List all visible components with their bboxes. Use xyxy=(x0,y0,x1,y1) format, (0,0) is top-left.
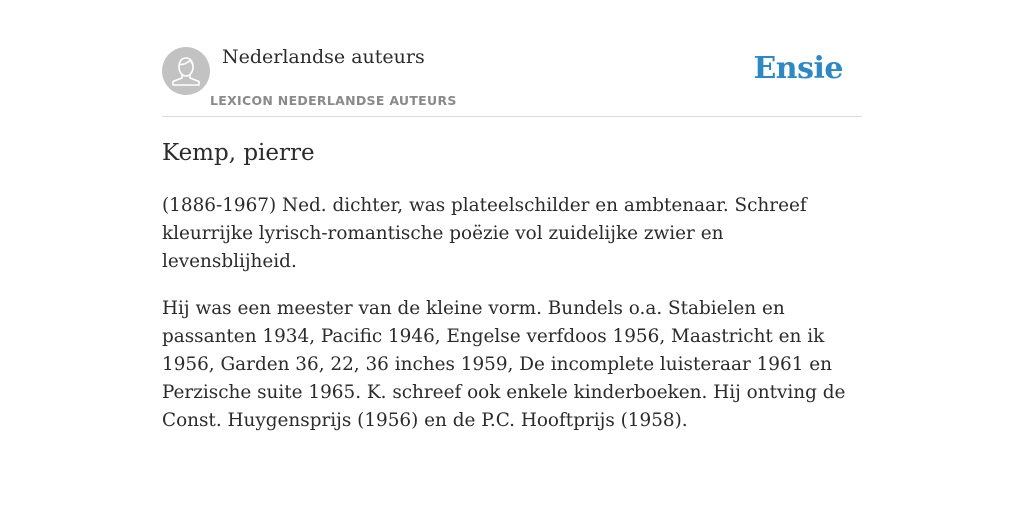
user-icon xyxy=(162,47,210,95)
brand-logo-link[interactable]: Ensie xyxy=(753,51,843,86)
source-name[interactable]: Nederlandse auteurs xyxy=(222,46,425,68)
entry-card xyxy=(162,0,862,431)
entry-title: Kemp, pierre xyxy=(162,140,315,166)
source-header xyxy=(162,0,862,117)
entry-paragraph: (1886-1967) Ned. dichter, was plateelschilder en ambtenaar. Schreef kleurrijke lyrisch-romantische poëzie vol zuidelijke zwier en levensblijheid. xyxy=(162,195,807,272)
entry-paragraph: Hij was een meester van de kleine vorm. Bundels o.a. Stabielen en passanten 1934, Pacific 1946, Engelse verfdoos 1956, Maastricht en ik 1956, Garden 36, 22, 36 inches 1959, De incomplete luisteraar 1961 en Perzische suite 1965. K. schreef ook enkele kinderboeken. Hij ontving de Const. Huygensprijs (1956) en de P.C. Hooftprijs (1958). xyxy=(162,298,846,431)
source-subtitle: LEXICON NEDERLANDSE AUTEURS xyxy=(210,93,457,108)
source-avatar[interactable] xyxy=(162,47,210,95)
entry-body xyxy=(162,192,862,454)
